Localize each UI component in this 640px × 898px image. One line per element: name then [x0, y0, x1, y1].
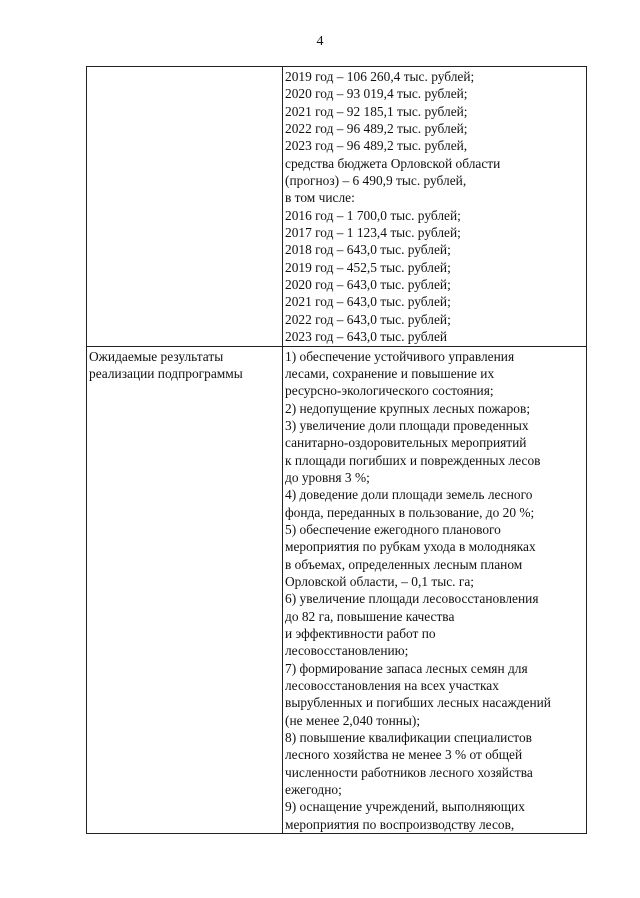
results-line: фонда, переданных в пользование, до 20 %; — [285, 504, 535, 520]
funding-line: 2019 год – 452,5 тыс. рублей; — [285, 259, 451, 275]
results-label-line: Ожидаемые результаты — [89, 348, 224, 364]
results-line: 6) увеличение площади лесовосстановления — [285, 591, 539, 607]
funding-line: 2018 год – 643,0 тыс. рублей; — [285, 242, 451, 258]
funding-line: 2022 год – 643,0 тыс. рублей; — [285, 311, 451, 327]
results-line: ежегодно; — [285, 782, 342, 798]
results-line: 4) доведение доли площади земель лесного — [285, 487, 533, 503]
funding-label-cell — [87, 67, 283, 347]
funding-line: средства бюджета Орловской области — [285, 155, 501, 171]
results-line: мероприятия по рубкам ухода в молодняках — [285, 539, 536, 555]
expected-results-label-cell — [87, 346, 283, 834]
results-line: в объемах, определенных лесным планом — [285, 556, 523, 572]
results-line: лесного хозяйства не менее 3 % от общей — [285, 747, 523, 763]
results-line: к площади погибших и поврежденных лесов — [285, 452, 541, 468]
funding-line: в том числе: — [285, 190, 355, 206]
results-line: ресурсно-экологического состояния; — [285, 383, 494, 399]
results-line: (не менее 2,040 тонны); — [285, 712, 421, 728]
results-line: и эффективности работ по — [285, 626, 436, 641]
funding-line: 2023 год – 96 489,2 тыс. рублей, — [285, 138, 468, 154]
results-line: 3) увеличение доли площади проведенных — [285, 417, 529, 433]
funding-line: 2016 год – 1 700,0 тыс. рублей; — [285, 207, 461, 223]
funding-line: 2017 год – 1 123,4 тыс. рублей; — [285, 225, 461, 241]
results-line: 7) формирование запаса лесных семян для — [285, 660, 528, 676]
page-number: 4 — [316, 34, 324, 49]
results-line: мероприятия по воспроизводству лесов, — [285, 816, 515, 832]
funding-line: 2019 год – 106 260,4 тыс. рублей; — [285, 69, 475, 84]
results-line: 8) повышение квалификации специалистов — [285, 730, 532, 746]
expected-results-row — [87, 346, 587, 834]
program-table — [86, 66, 587, 834]
results-line: лесами, сохранение и повышение их — [285, 365, 495, 381]
results-label-line: реализации подпрограммы — [89, 365, 243, 381]
funding-line: 2021 год – 643,0 тыс. рублей; — [285, 294, 451, 310]
expected-results-value-cell — [283, 346, 587, 834]
funding-row — [87, 67, 587, 347]
results-line: вырубленных и погибших лесных насаждений — [285, 695, 551, 711]
results-line: 9) оснащение учреждений, выполняющих — [285, 799, 525, 815]
funding-line: 2021 год – 92 185,1 тыс. рублей; — [285, 103, 468, 119]
funding-line: 2020 год – 93 019,4 тыс. рублей; — [285, 86, 468, 102]
results-line: 1) обеспечение устойчивого управления — [285, 348, 515, 364]
results-line: лесовосстановления на всех участках — [285, 678, 499, 694]
funding-line: 2020 год – 643,0 тыс. рублей; — [285, 277, 451, 293]
funding-line: 2023 год – 643,0 тыс. рублей — [285, 329, 448, 345]
funding-line: 2022 год – 96 489,2 тыс. рублей; — [285, 121, 468, 137]
results-line: санитарно-оздоровительных мероприятий — [285, 435, 527, 451]
results-line: 5) обеспечение ежегодного планового — [285, 521, 501, 537]
results-line: лесовосстановлению; — [285, 643, 409, 659]
results-line: 2) недопущение крупных лесных пожаров; — [285, 400, 531, 416]
results-line: численности работников лесного хозяйства — [285, 764, 533, 780]
results-line: до уровня 3 %; — [285, 469, 370, 485]
funding-value-cell — [283, 67, 587, 347]
funding-line: (прогноз) – 6 490,9 тыс. рублей, — [285, 173, 467, 189]
results-line: Орловской области, – 0,1 тыс. га; — [285, 573, 475, 589]
results-line: до 82 га, повышение качества — [285, 608, 455, 624]
